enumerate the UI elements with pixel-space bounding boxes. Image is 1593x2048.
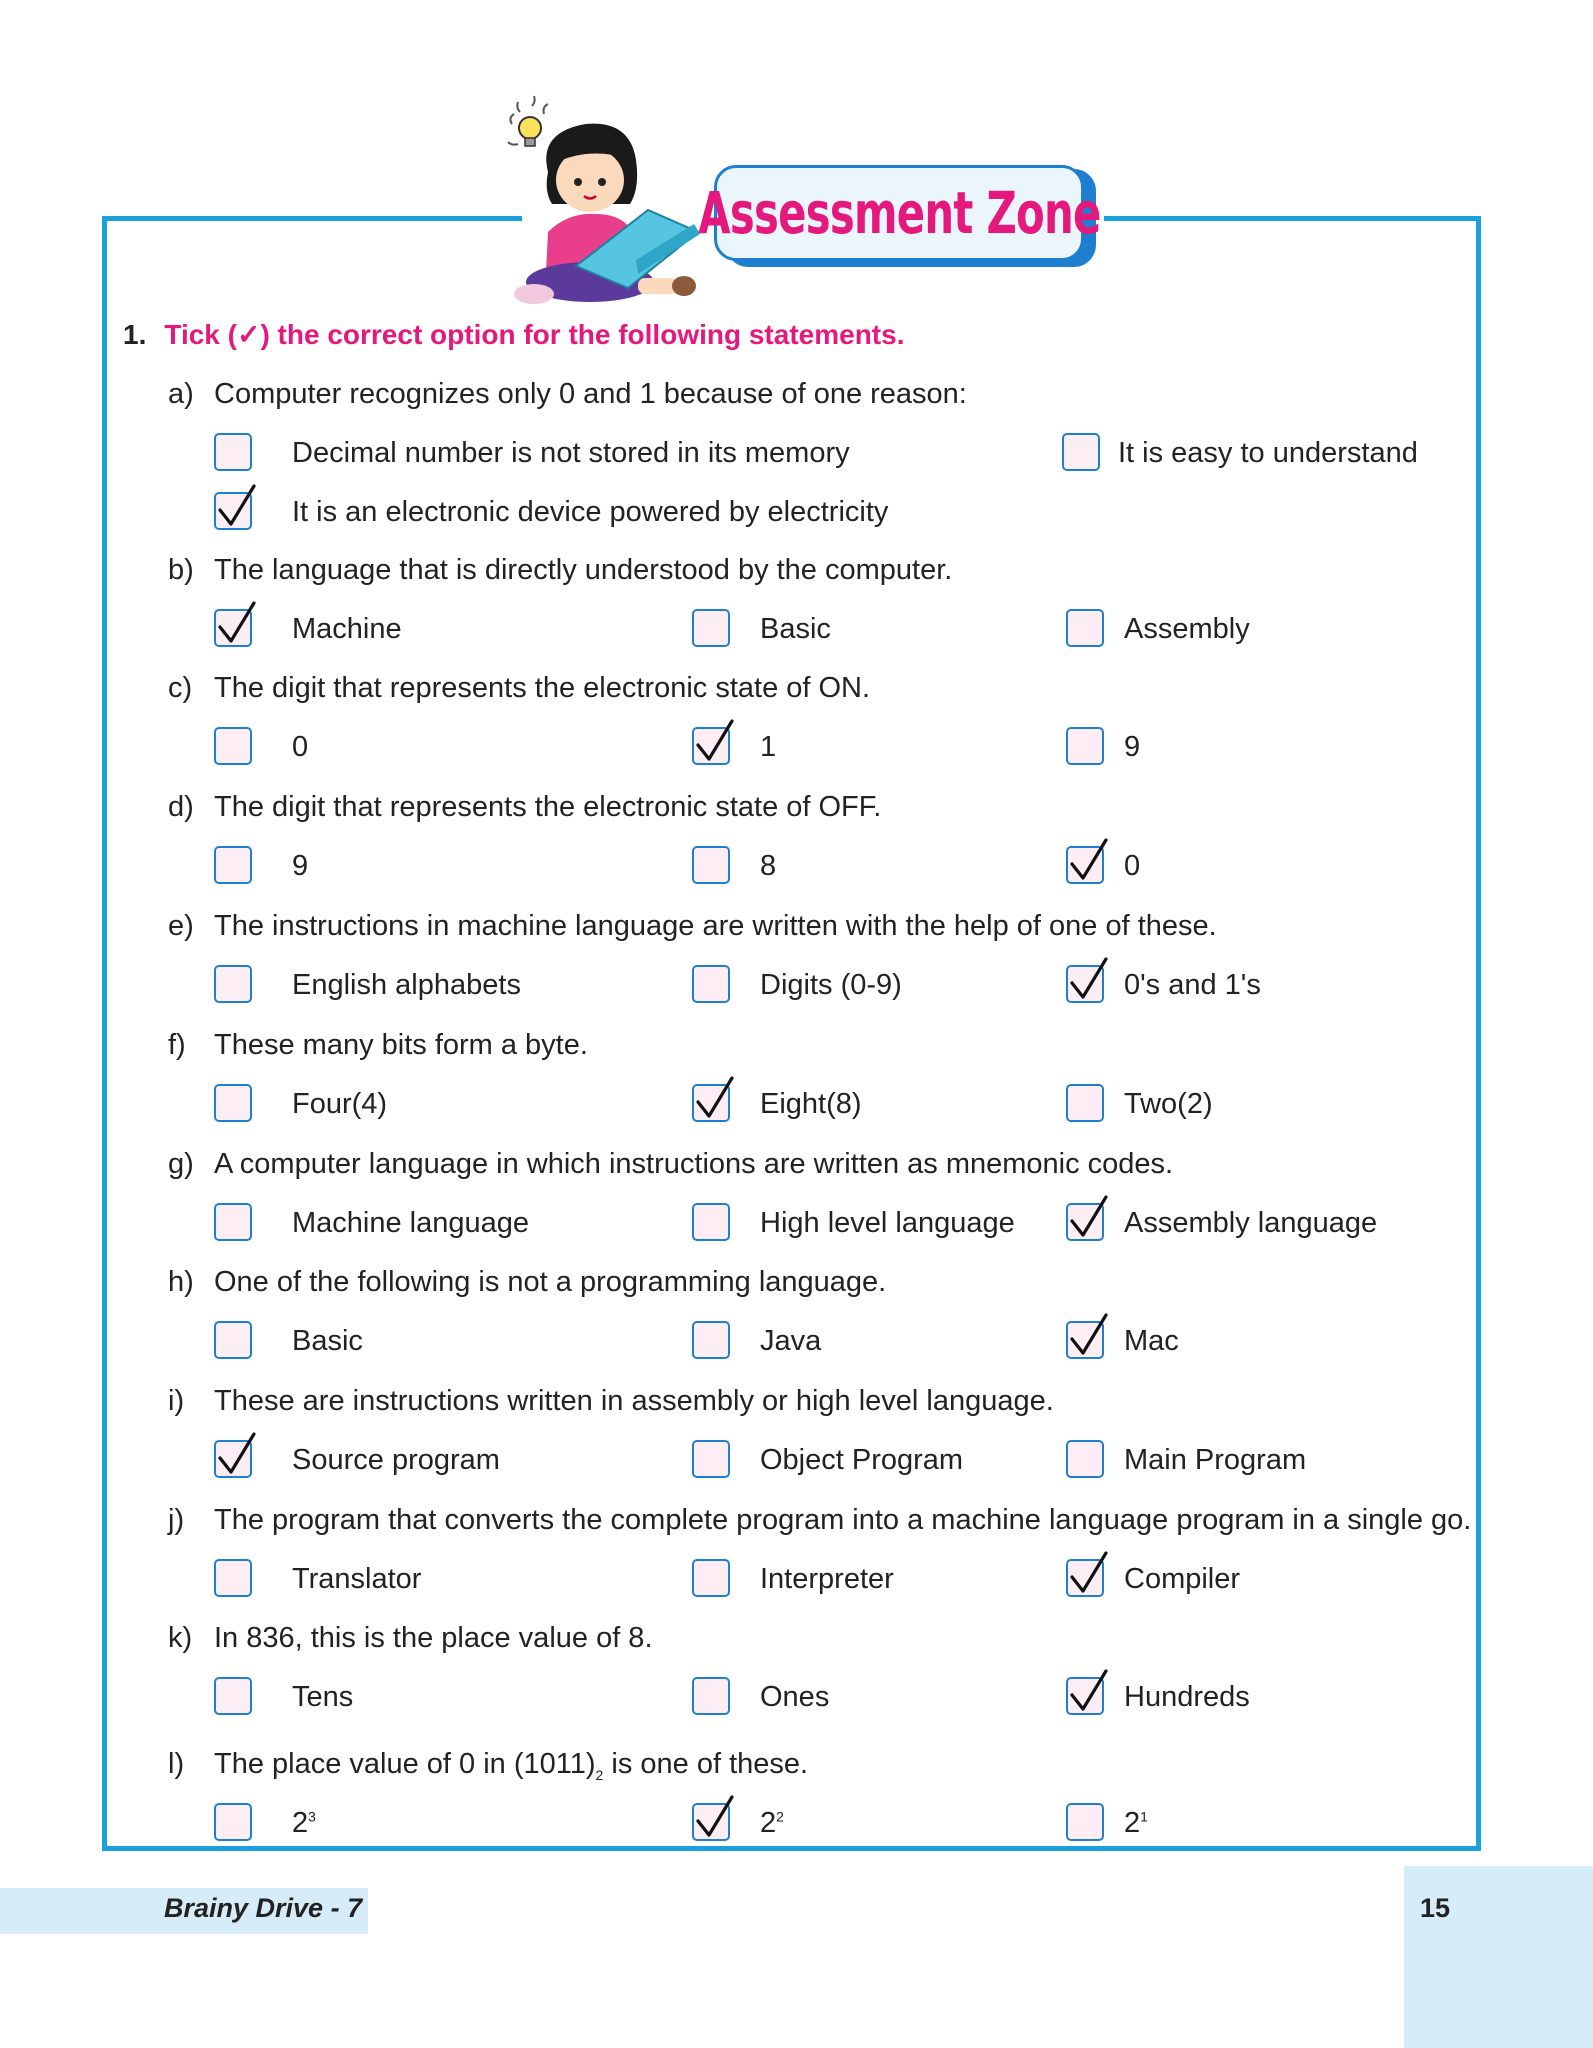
question-letter: g)	[168, 1148, 194, 1180]
instruction-number: 1.	[123, 319, 147, 350]
question-text: The instructions in machine language are written with the help of one of these.	[214, 910, 1217, 942]
option-exponent: 2	[776, 1808, 784, 1825]
question-1	[168, 554, 952, 587]
option-checkbox[interactable]	[1066, 846, 1104, 884]
question-8	[168, 1385, 1054, 1418]
option-checkbox[interactable]	[1066, 609, 1104, 647]
option-checkbox[interactable]	[214, 846, 252, 884]
checkmark-icon	[214, 1432, 258, 1478]
checkmark-icon	[692, 719, 736, 765]
option-base: 2	[760, 1807, 777, 1839]
option-label: 8	[760, 850, 777, 882]
question-letter: l)	[168, 1748, 185, 1780]
option-checkbox[interactable]	[1066, 1440, 1104, 1478]
option-label: It is an electronic device powered by electricity	[292, 496, 889, 528]
option-checkbox[interactable]	[214, 609, 252, 647]
option-label: 0	[292, 731, 309, 763]
option-checkbox[interactable]	[1066, 1677, 1104, 1715]
option-label: Main Program	[1124, 1444, 1307, 1476]
option-checkbox[interactable]	[214, 1803, 252, 1841]
option-label: Java	[760, 1325, 822, 1357]
checkmark-icon	[1066, 1195, 1110, 1241]
option-checkbox[interactable]	[214, 1203, 252, 1241]
question-letter: h)	[168, 1266, 194, 1298]
option-checkbox[interactable]	[214, 1677, 252, 1715]
option-checkbox[interactable]	[1066, 965, 1104, 1003]
option-exponent: 3	[308, 1808, 316, 1825]
option-label: Assembly language	[1124, 1207, 1378, 1239]
option-checkbox[interactable]	[214, 433, 252, 471]
question-text: Computer recognizes only 0 and 1 because of one reason:	[214, 378, 967, 410]
question-11	[168, 1748, 808, 1783]
question-text: In 836, this is the place value of 8.	[214, 1622, 653, 1654]
option-label	[292, 1807, 316, 1840]
option-label: Basic	[760, 613, 831, 645]
option-checkbox[interactable]	[1062, 433, 1100, 471]
checkmark-icon	[1066, 957, 1110, 1003]
option-label: 9	[292, 850, 309, 882]
banner-title: Assessment Zone	[697, 179, 1101, 247]
girl-with-laptop-illustration	[488, 92, 708, 314]
question-2	[168, 672, 870, 705]
option-checkbox[interactable]	[214, 1559, 252, 1597]
option-checkbox[interactable]	[692, 1559, 730, 1597]
option-label: High level language	[760, 1207, 1015, 1239]
question-text: These many bits form a byte.	[214, 1029, 588, 1061]
question-text: The digit that represents the electronic state of OFF.	[214, 791, 882, 823]
option-checkbox[interactable]	[214, 1084, 252, 1122]
question-3	[168, 791, 881, 824]
option-label: Compiler	[1124, 1563, 1241, 1595]
question-0	[168, 378, 967, 411]
question-letter: d)	[168, 791, 194, 823]
question-letter: a)	[168, 378, 194, 410]
option-label: Assembly	[1124, 613, 1250, 645]
option-label: Source program	[292, 1444, 500, 1476]
option-label: Machine	[292, 613, 402, 645]
question-4	[168, 910, 1217, 943]
option-checkbox[interactable]	[692, 1203, 730, 1241]
option-label: Mac	[1124, 1325, 1179, 1357]
option-checkbox[interactable]	[1066, 1321, 1104, 1359]
option-checkbox[interactable]	[214, 1440, 252, 1478]
question-letter: k)	[168, 1622, 193, 1654]
checkmark-icon	[1066, 1313, 1110, 1359]
question-text: These are instructions written in assembly or high level language.	[214, 1385, 1054, 1417]
option-label	[1124, 1807, 1148, 1840]
question-6	[168, 1148, 1173, 1181]
option-checkbox[interactable]	[692, 727, 730, 765]
option-label: Hundreds	[1124, 1681, 1250, 1713]
option-checkbox[interactable]	[1066, 1559, 1104, 1597]
option-exponent: 1	[1140, 1808, 1148, 1825]
question-text-after: is one of these.	[603, 1748, 809, 1780]
option-checkbox[interactable]	[1066, 1803, 1104, 1841]
option-label: It is easy to understand	[1118, 437, 1418, 469]
option-label: Decimal number is not stored in its memory	[292, 437, 850, 469]
checkmark-icon	[214, 484, 258, 530]
page-number: 15	[1420, 1893, 1451, 1923]
option-label: Basic	[292, 1325, 363, 1357]
question-text: A computer language in which instructions are written as mnemonic codes.	[214, 1148, 1174, 1180]
option-checkbox[interactable]	[692, 1803, 730, 1841]
option-checkbox[interactable]	[692, 846, 730, 884]
option-base: 2	[1124, 1807, 1141, 1839]
option-checkbox[interactable]	[214, 965, 252, 1003]
question-text: The place value of 0 in (1011)	[214, 1748, 596, 1780]
instruction-text: Tick (✓) the correct option for the following statements.	[164, 319, 905, 350]
option-label: Eight(8)	[760, 1088, 862, 1120]
lightbulb-icon	[508, 96, 548, 146]
checkmark-icon	[1066, 1551, 1110, 1597]
question-text: The language that is directly understood by the computer.	[214, 554, 953, 586]
checkmark-icon	[1066, 838, 1110, 884]
option-checkbox[interactable]	[692, 1084, 730, 1122]
option-checkbox[interactable]	[1066, 727, 1104, 765]
option-label: Translator	[292, 1563, 422, 1595]
question-10	[168, 1622, 653, 1655]
option-checkbox[interactable]	[214, 727, 252, 765]
option-label: Digits (0-9)	[760, 969, 902, 1001]
option-label: 9	[1124, 731, 1141, 763]
option-label: Four(4)	[292, 1088, 388, 1120]
option-checkbox[interactable]	[692, 1321, 730, 1359]
option-checkbox[interactable]	[214, 492, 252, 530]
question-letter: i)	[168, 1385, 185, 1417]
option-label: 1	[760, 731, 777, 763]
option-checkbox[interactable]	[692, 609, 730, 647]
option-base: 2	[292, 1807, 309, 1839]
option-label: Machine language	[292, 1207, 530, 1239]
checkmark-icon	[692, 1795, 736, 1841]
question-letter: c)	[168, 672, 193, 704]
option-label: 0's and 1's	[1124, 969, 1261, 1001]
question-letter: j)	[168, 1504, 185, 1536]
option-checkbox[interactable]	[1066, 1203, 1104, 1241]
question-letter: b)	[168, 554, 194, 586]
question-text: The program that converts the complete program into a machine language program in a single go.	[214, 1504, 1472, 1536]
option-label: Tens	[292, 1681, 354, 1713]
option-checkbox[interactable]	[692, 965, 730, 1003]
option-checkbox[interactable]	[214, 1321, 252, 1359]
option-label: Two(2)	[1124, 1088, 1213, 1120]
book-title: Brainy Drive - 7	[164, 1893, 363, 1923]
question-7	[168, 1266, 886, 1299]
question-letter: e)	[168, 910, 194, 942]
question-9	[168, 1504, 1471, 1537]
option-checkbox[interactable]	[692, 1440, 730, 1478]
option-label: English alphabets	[292, 969, 521, 1001]
option-checkbox[interactable]	[692, 1677, 730, 1715]
option-label: Interpreter	[760, 1563, 894, 1595]
question-text: The digit that represents the electronic state of ON.	[214, 672, 871, 704]
checkmark-icon	[692, 1076, 736, 1122]
checkmark-icon	[1066, 1669, 1110, 1715]
question-text: One of the following is not a programming language.	[214, 1266, 887, 1298]
question-subscript: 2	[595, 1766, 604, 1783]
option-label: Object Program	[760, 1444, 964, 1476]
option-checkbox[interactable]	[1066, 1084, 1104, 1122]
question-5	[168, 1029, 588, 1062]
instruction-heading	[123, 318, 904, 351]
option-label	[760, 1807, 784, 1840]
question-letter: f)	[168, 1029, 186, 1061]
checkmark-icon	[214, 601, 258, 647]
assessment-zone-banner	[697, 165, 1101, 269]
option-label: Ones	[760, 1681, 830, 1713]
option-label: 0	[1124, 850, 1141, 882]
